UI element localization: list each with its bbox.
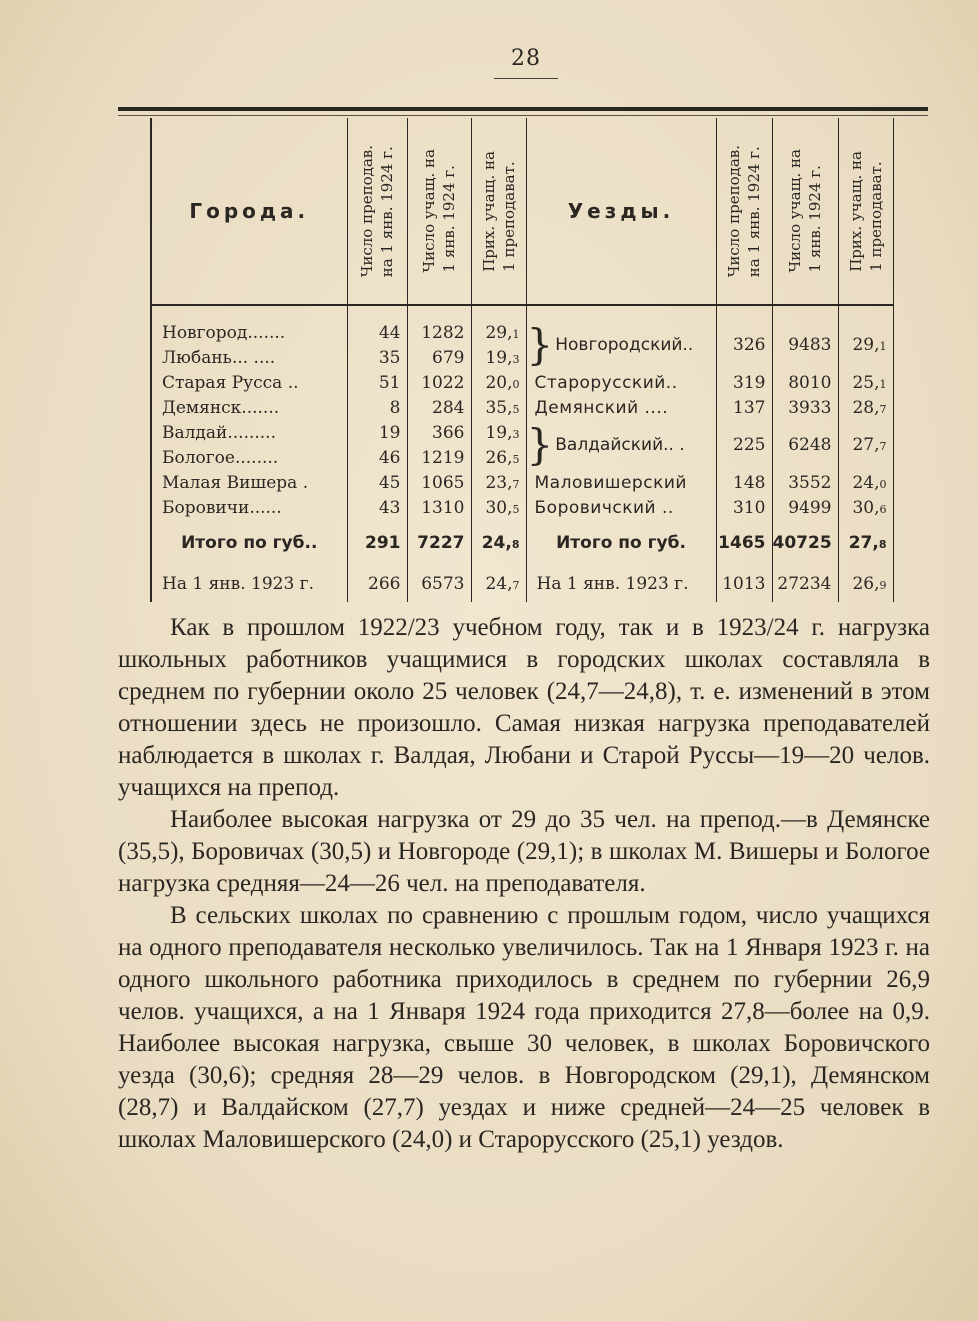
city-teachers: 35 [347, 345, 407, 370]
body-text [118, 612, 930, 1156]
table-row [151, 370, 893, 395]
table-row [151, 470, 893, 495]
city-name: Бологое........ [151, 445, 347, 470]
total-county-ratio: 27,8 [838, 520, 893, 566]
county-ratio: 29,1 [838, 320, 893, 370]
table-row [151, 420, 893, 445]
city-ratio: 35,5 [471, 395, 526, 420]
county-pupils: 9483 [772, 320, 838, 370]
county-name: Демянский .... [526, 395, 716, 420]
table-row [151, 495, 893, 520]
page-number-rule [494, 78, 558, 79]
county-pupils: 3552 [772, 470, 838, 495]
county-teachers: 310 [716, 495, 772, 520]
prev-county-label: На 1 янв. 1923 г. [526, 566, 716, 602]
prev-county-ratio: 26,9 [838, 566, 893, 602]
prev-city-pupils: 6573 [407, 566, 471, 602]
county-name: Старорусский.. [526, 370, 716, 395]
city-ratio: 23,7 [471, 470, 526, 495]
city-name: Демянск....... [151, 395, 347, 420]
city-ratio: 26,5 [471, 445, 526, 470]
county-teachers: 137 [716, 395, 772, 420]
city-pupils: 1065 [407, 470, 471, 495]
city-teachers: 43 [347, 495, 407, 520]
city-teachers: 51 [347, 370, 407, 395]
city-name: Валдай......... [151, 420, 347, 445]
paragraph: Наиболее высокая нагрузка от 29 до 35 чел. на препод.—в Демянске (35,5), Боровичах (30,5) и Новгороде (29,1); в школах М. Вишеры и Бологое нагрузка средняя—24—26 чел. на преподавателя. [118, 806, 930, 897]
teacher-load-table [150, 118, 894, 602]
col-header-pupils: Число учащ. на 1 янв. 1924 г. [786, 149, 824, 273]
county-name: Маловишерский [526, 470, 716, 495]
city-teachers: 45 [347, 470, 407, 495]
col-header-ratio: Прих. учащ. на 1 преподават. [479, 150, 518, 272]
county-ratio: 28,7 [838, 395, 893, 420]
county-ratio: 30,6 [838, 495, 893, 520]
city-teachers: 19 [347, 420, 407, 445]
city-teachers: 8 [347, 395, 407, 420]
county-pupils: 3933 [772, 395, 838, 420]
city-name: Старая Русса .. [151, 370, 347, 395]
total-city-pupils: 7227 [407, 520, 471, 566]
city-pupils: 366 [407, 420, 471, 445]
city-pupils: 284 [407, 395, 471, 420]
total-county-label: Итого по губ. [526, 520, 716, 566]
county-teachers: 148 [716, 470, 772, 495]
city-ratio: 29,1 [471, 320, 526, 345]
county-teachers: 326 [716, 320, 772, 370]
col-header-teachers: Число преподав. на 1 янв. 1924 г. [725, 144, 763, 278]
prev-county-pupils: 27234 [772, 566, 838, 602]
paragraph: Как в прошлом 1922/23 учебном году, так и в 1923/24 г. нагрузка школьных работников учащимися в городских школах составляла в среднем по губернии около 25 человек (24,7—24,8), т. е. изменений в этом отношении здесь не произошло. Самая низкая нагрузка преподавателей наблюдается в школах г. Валдая, Любани и Старой Руссы—19—20 челов. учащихся на препод. [118, 614, 930, 801]
counties-header: Уезды. [526, 118, 716, 305]
county-pupils: 9499 [772, 495, 838, 520]
county-name: Боровичский .. [526, 495, 716, 520]
prev-city-ratio: 24,7 [471, 566, 526, 602]
table-row [151, 320, 893, 345]
city-teachers: 46 [347, 445, 407, 470]
county-pupils: 6248 [772, 420, 838, 470]
county-teachers: 319 [716, 370, 772, 395]
col-header-ratio: Прих. учащ. на 1 преподават. [846, 150, 885, 272]
table-top-rule-thin [118, 115, 928, 116]
city-pupils: 1022 [407, 370, 471, 395]
col-header-pupils: Число учащ. на 1 янв. 1924 г. [420, 149, 458, 273]
paragraph: В сельских школах по сравнению с прошлым годом, число учащихся на одного преподавателя несколько увеличилось. Так на 1 Января 1923 г. на одного школьного работника приходилось в среднем по губернии 26,9 челов. учащихся, а на 1 Января 1924 года приходится 27,8—более на 0,9. Наиболее высокая нагрузка, свыше 30 человек, в школах Боровичского уезда (30,6); средняя 28—29 челов. в Новгородском (29,1), Демянском (28,7) и Валдайском (27,7) уездах и ниже средней—24—25 человек в школах Маловишерского (24,0) и Старорусского (25,1) уездов. [118, 902, 930, 1153]
county-ratio: 24,0 [838, 470, 893, 495]
table-header-row [151, 118, 893, 305]
city-name: Малая Вишера . [151, 470, 347, 495]
city-teachers: 44 [347, 320, 407, 345]
county-ratio: 27,7 [838, 420, 893, 470]
city-ratio: 20,0 [471, 370, 526, 395]
county-ratio: 25,1 [838, 370, 893, 395]
total-city-label: Итого по губ.. [151, 520, 347, 566]
city-ratio: 30,5 [471, 495, 526, 520]
total-row [151, 520, 893, 566]
county-pupils: 8010 [772, 370, 838, 395]
cities-header: Города. [151, 118, 347, 305]
prev-city-teachers: 266 [347, 566, 407, 602]
prev-county-teachers: 1013 [716, 566, 772, 602]
city-ratio: 19,3 [471, 345, 526, 370]
prev-year-row [151, 566, 893, 602]
city-name: Любань... .... [151, 345, 347, 370]
city-name: Боровичи...... [151, 495, 347, 520]
city-pupils: 679 [407, 345, 471, 370]
total-county-pupils: 40725 [772, 520, 838, 566]
county-name: } Новгородский.. [526, 320, 716, 370]
county-name: } Валдайский.. . [526, 420, 716, 470]
prev-city-label: На 1 янв. 1923 г. [151, 566, 347, 602]
city-pupils: 1219 [407, 445, 471, 470]
table-row [151, 395, 893, 420]
brace-icon: } [526, 320, 554, 369]
county-teachers: 225 [716, 420, 772, 470]
page-number: 28 [511, 46, 541, 71]
total-city-teachers: 291 [347, 520, 407, 566]
city-pupils: 1310 [407, 495, 471, 520]
table-top-rule [118, 107, 928, 111]
total-city-ratio: 24,8 [471, 520, 526, 566]
total-county-teachers: 1465 [716, 520, 772, 566]
city-name: Новгород....... [151, 320, 347, 345]
col-header-teachers: Число преподав. на 1 янв. 1924 г. [358, 144, 396, 278]
city-pupils: 1282 [407, 320, 471, 345]
city-ratio: 19,3 [471, 420, 526, 445]
brace-icon: } [526, 420, 554, 469]
